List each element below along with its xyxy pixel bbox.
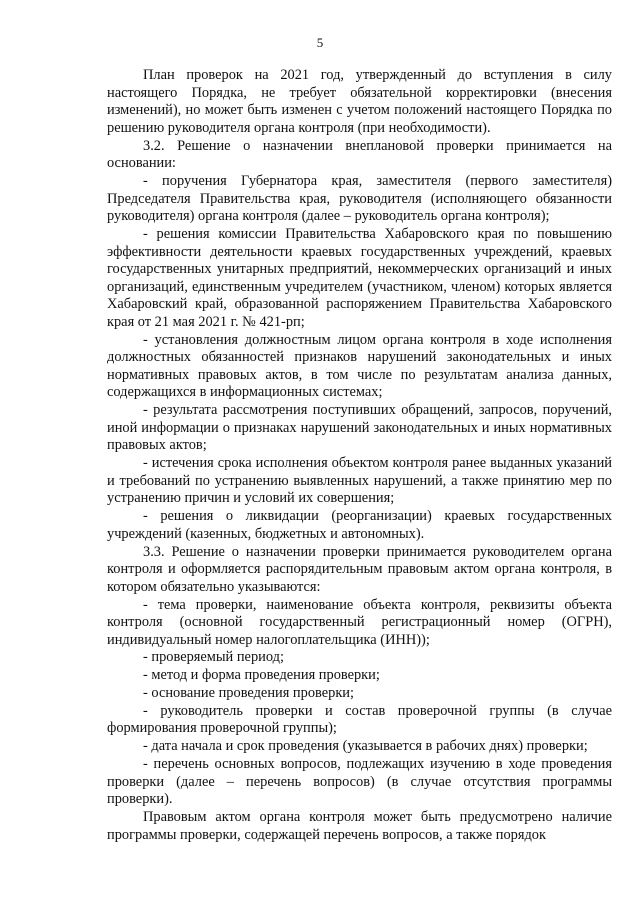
list-item-method: - метод и форма проведения проверки; bbox=[143, 667, 380, 684]
paragraph-program: Правовым актом органа контроля может быть предусмотрено наличие программы проверки, содержащей перечень вопросов, а также порядок bbox=[107, 808, 612, 843]
list-item-head: - руководитель проверки и состав проверочной группы (в случае формирования проверочной группы); bbox=[107, 702, 612, 737]
list-item-deadline-expiry: - истечения срока исполнения объектом контроля ранее выданных указаний и требований по устранению выявленных нарушений, а также принятию мер по устранению причин и условий их совершения; bbox=[107, 455, 612, 507]
paragraph-3-2-intro: 3.2. Решение о назначении внеплановой проверки принимается на основании: bbox=[107, 137, 612, 172]
list-item-dates: - дата начала и срок проведения (указывается в рабочих днях) проверки; bbox=[143, 738, 588, 755]
list-item-questions: - перечень основных вопросов, подлежащих изучению в ходе проведения проверки (далее – перечень вопросов) (в случае отсутствия программы проверки). bbox=[107, 755, 612, 808]
list-item-period: - проверяемый период; bbox=[143, 649, 284, 666]
list-item-governor-order: - поручения Губернатора края, заместителя (первого заместителя) Председателя Правительства края, руководителя (исполняющего обязанности руководителя) органа контроля (далее – руководитель органа контроля); bbox=[107, 172, 612, 225]
page-number: 5 bbox=[316, 35, 324, 50]
list-item-commission-decision: - решения комиссии Правительства Хабаровского края по повышению эффективности деятельности краевых государственных учреждений, краевых государственных унитарных предприятий, некоммерческих организаций и иных организаций, единственным учредителем (участником, членом) которых является Хабаровский край, образованной распоряжением Правительства Хабаровского края от 21 мая 2021 г. № 421-рп; bbox=[107, 225, 612, 330]
list-item-violation-signs: - установления должностным лицом органа контроля в ходе исполнения должностных обязанностей признаков нарушений законодательных и иных нормативных правовых актов, в том числе по результатам анализа данных, содержащихся в информационных системах; bbox=[107, 331, 612, 401]
document-body bbox=[107, 67, 612, 844]
list-item-appeals-review: - результата рассмотрения поступивших обращений, запросов, поручений, иной информации о признаках нарушений законодательных и иных нормативных правовых актов; bbox=[107, 402, 612, 454]
list-item-liquidation: - решения о ликвидации (реорганизации) краевых государственных учреждений (казенных, бюджетных и автономных). bbox=[107, 508, 612, 542]
list-item-basis: - основание проведения проверки; bbox=[143, 685, 355, 702]
paragraph-plan-2021: План проверок на 2021 год, утвержденный до вступления в силу настоящего Порядка, не требует обязательной корректировки (внесения изменений), но может быть изменен с учетом положений настоящего Порядка по решению руководителя органа контроля (при необходимости). bbox=[107, 67, 612, 136]
paragraph-3-3-intro: 3.3. Решение о назначении проверки принимается руководителем органа контроля и оформляется распорядительным правовым актом органа контроля, в котором обязательно указываются: bbox=[107, 543, 612, 595]
list-item-topic: - тема проверки, наименование объекта контроля, реквизиты объекта контроля (основной государственный регистрационный номер (ОГРН), индивидуальный номер налогоплательщика (ИНН)); bbox=[107, 596, 612, 648]
